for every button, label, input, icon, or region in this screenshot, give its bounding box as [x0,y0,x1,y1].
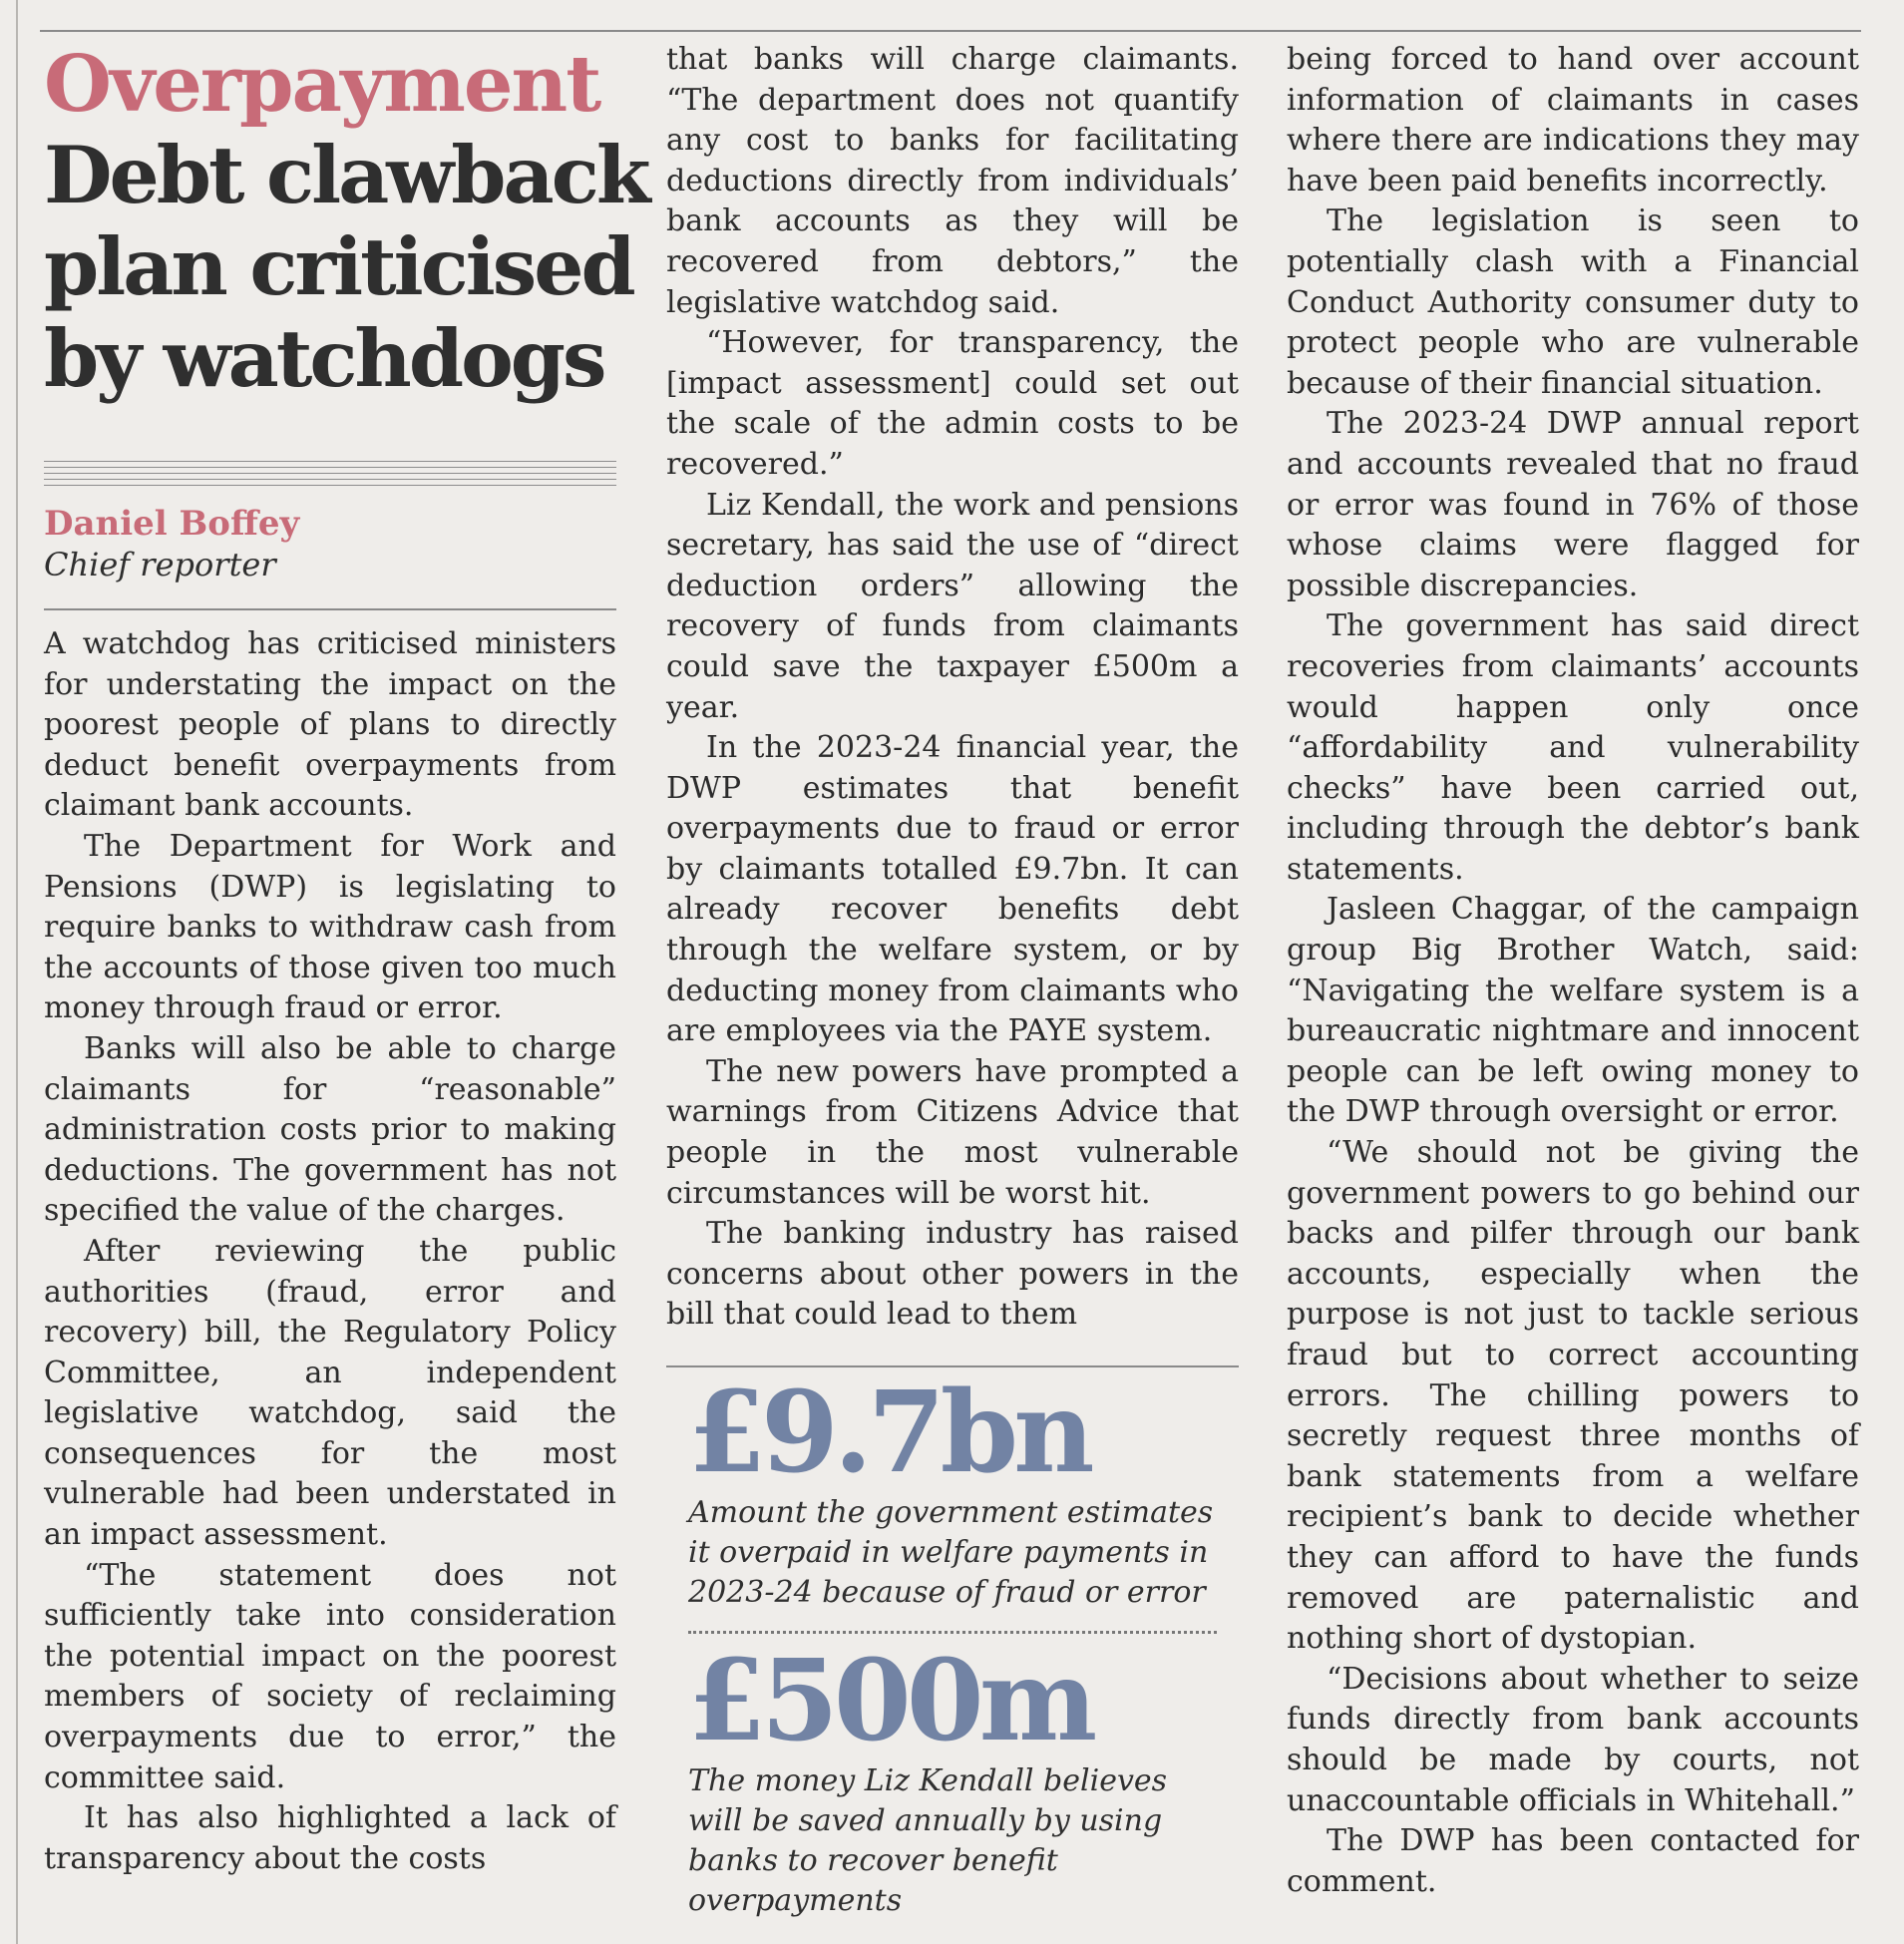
top-rule [40,30,1861,32]
paragraph: The Department for Work and Pensions (DWP) is legislating to require banks to withdraw cash from the accounts of those given too much money through fraud or error. [44,828,616,1026]
headline-line: by watchdogs [44,312,604,405]
fact-caption: Amount the government estimates it overpaid in welfare payments in 2023-24 because of fraud or error [688,1495,1214,1610]
page-edge-rule [16,0,18,1944]
paragraph: The new powers have prompted a warnings from Citizens Advice that people in the most vulnerable circumstances will be worst hit. [666,1053,1239,1211]
column-2 [666,40,1239,1921]
fact-caption: The money Liz Kendall believes will be saved annually by using banks to recover benefit overpayments [688,1763,1168,1918]
byline-rules [44,461,616,491]
paragraph: After reviewing the public authorities (fraud, error and recovery) bill, the Regulatory Policy Committee, an independent legislative watchdog, said the consequences for the most vulnerable had been understated in an impact assessment. [44,1233,616,1553]
column-1 [44,39,648,1879]
paragraph: The government has said direct recoveries from claimants’ accounts would happen only once “affordability and vulnerability checks” have been carried out, including through the debtor’s bank statements. [1287,608,1859,887]
headline-line: plan criticised [44,220,633,313]
paragraph: “However, for transparency, the [impact assessment] could set out the scale of the admin costs to be recovered.” [666,325,1239,482]
fact-divider [688,1631,1217,1634]
byline-divider [44,608,616,610]
fact-number: £9.7bn [688,1367,1090,1498]
paragraph: Banks will also be able to charge claimants for “reasonable” administration costs prior to making deductions. The government has not specified the value of the charges. [44,1030,616,1229]
paragraph: It has also highlighted a lack of transparency about the costs [44,1800,616,1876]
paragraph: The banking industry has raised concerns about other powers in the bill that could lead to them [666,1216,1239,1333]
fact-number: £500m [688,1636,1093,1766]
paragraph: The 2023-24 DWP annual report and accounts revealed that no fraud or error was found in 76% of those whose claims were flagged for possible discrepancies. [1287,406,1859,603]
paragraph: In the 2023-24 financial year, the DWP estimates that benefit overpayments due to fraud or error by claimants totalled £9.7bn. It can already recover benefits debt through the welfare system, or by deducting money from claimants who are employees via the PAYE system. [666,730,1239,1049]
fact-box [666,1365,1239,1921]
paragraph: “Decisions about whether to seize funds directly from bank accounts should be made by courts, not unaccountable officials in Whitehall.” [1287,1661,1859,1818]
column-3 [1287,40,1859,1902]
paragraph: Liz Kendall, the work and pensions secretary, has said the use of “direct deduction orders” allowing the recovery of funds from claimants could save the taxpayer £500m a year. [666,487,1239,725]
body-text [44,624,616,1879]
paragraph: Jasleen Chaggar, of the campaign group Big Brother Watch, said: “Navigating the welfare system is a bureaucratic nightmare and innocent people can be left owing money to the DWP through oversight or error. [1287,892,1859,1130]
headline [44,129,648,405]
paragraph: “The statement does not sufficiently take into consideration the potential impact on the poorest members of society of reclaiming overpayments due to error,” the committee said. [44,1557,616,1795]
paragraph: “We should not be giving the government powers to go behind our backs and pilfer through our bank accounts, especially when the purpose is not just to tackle serious fraud but to correct accounting errors. The chilling powers to secretly request three months of bank statements from a welfare recipient’s bank to decide whether they can afford to have the funds removed are paternalistic and nothing short of dystopian. [1287,1135,1859,1657]
headline-line: Debt clawback [44,129,648,221]
paragraph: The legislation is seen to potentially clash with a Financial Conduct Authority consumer duty to protect people who are vulnerable because of their financial situation. [1287,203,1859,401]
author-role: Chief reporter [44,546,276,583]
paragraph: being forced to hand over account information of claimants in cases where there are indications they may have been paid benefits incorrectly. [1287,42,1859,198]
paragraph: The DWP has been contacted for comment. [1287,1823,1859,1899]
paragraph: A watchdog has criticised ministers for understating the impact on the poorest people of plans to directly deduct benefit overpayments from claimant bank accounts. [44,626,616,824]
author-name: Daniel Boffey [44,504,300,544]
paragraph: that banks will charge claimants. “The department does not quantify any cost to banks for facilitating deductions directly from individuals’ bank accounts as they will be recovered from debtors,” the legislative watchdog said. [666,42,1239,320]
kicker: Overpayment [44,39,600,130]
